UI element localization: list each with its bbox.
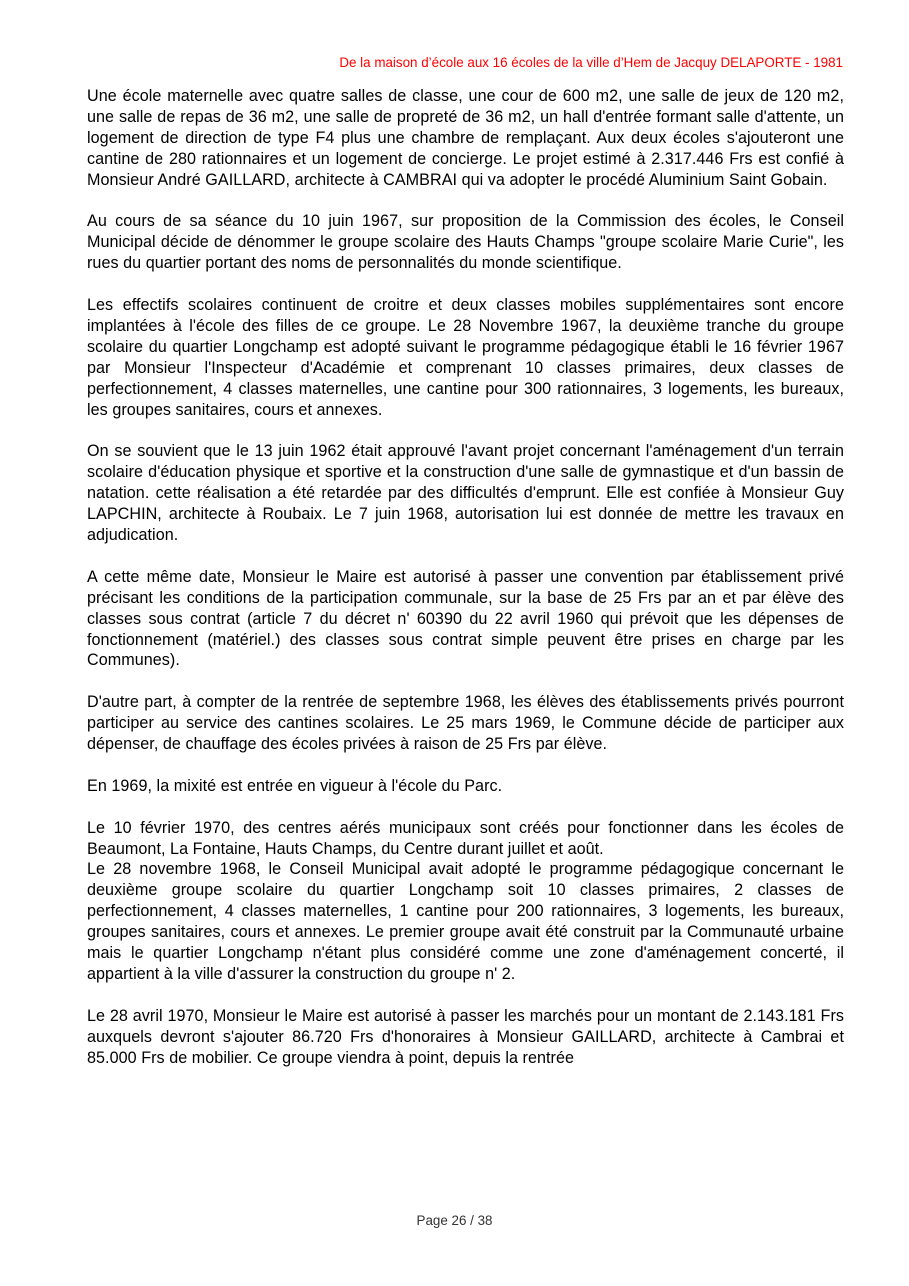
paragraph-spacer [87,755,844,776]
paragraph: D'autre part, à compter de la rentrée de septembre 1968, les élèves des établissements privés pourront participer au service des cantines scolaires. Le 25 mars 1969, le Commune décide de participer aux dépenser, de chauffage des écoles privées à raison de 25 Frs par élève. [87,693,844,754]
paragraph: Le 28 novembre 1968, le Conseil Municipal avait adopté le programme pédagogique concernant le deuxième groupe scolaire du quartier Longchamp soit 10 classes primaires, 2 classes de perfectionnement, 4 classes maternelles, 1 cantine pour 200 rationnaires, 3 logements, les bureaux, groupes sanitaires, cours et annexes. Le premier groupe avait été construit par la Communauté urbaine mais le quartier Longchamp n'étant plus considéré comme une zone d'aménagement concerté, il appartient à la ville d'assurer la construction du groupe n' 2. [87,860,844,983]
paragraph: Le 28 avril 1970, Monsieur le Maire est autorisé à passer les marchés pour un montant de 2.143.181 Frs auxquels devront s'ajouter 86.720 Frs d'honoraires à Monsieur GAILLARD, architecte à Cambrai et 85.000 Frs de mobilier. Ce groupe viendra à point, depuis la rentrée [87,1006,844,1067]
paragraph: Une école maternelle avec quatre salles de classe, une cour de 600 m2, une salle de jeux de 120 m2, une salle de repas de 36 m2, une salle de propreté de 36 m2, un hall d'entrée formant salle d'attente, un logement de direction de type F4 plus une chambre de remplaçant. Aux deux écoles s'ajouteront une cantine de 280 rationnaires et un logement de concierge. Le projet estimé à 2.317.446 Frs est confié à Monsieur André GAILLARD, architecte à CAMBRAI qui va adopter le procédé Aluminium Saint Gobain. [87,87,844,189]
document-body [87,86,844,1068]
page-number: Page 26 / 38 [416,1213,493,1228]
paragraph: Au cours de sa séance du 10 juin 1967, sur proposition de la Commission des écoles, le Conseil Municipal décide de dénommer le groupe scolaire des Hauts Champs "groupe scolaire Marie Curie", les rues du quartier portant des noms de personnalités du monde scientifique. [87,212,844,273]
running-header: De la maison d’école aux 16 écoles de la ville d’Hem de Jacquy DELAPORTE - 1981 [339,55,843,70]
paragraph-spacer [87,797,844,818]
paragraph-spacer [87,420,844,441]
paragraph: Les effectifs scolaires continuent de croitre et deux classes mobiles supplémentaires sont encore implantées à l'école des filles de ce groupe. Le 28 Novembre 1967, la deuxième tranche du groupe scolaire du quartier Longchamp est adopté suivant le programme pédagogique établi le 16 février 1967 par Monsieur l'Inspecteur d'Académie et comprenant 10 classes primaires, deux classes de perfectionnement, 4 classes maternelles, une cantine pour 300 rationnaires, 3 logements, les bureaux, les groupes sanitaires, cours et annexes. [87,296,844,419]
paragraph: On se souvient que le 13 juin 1962 était approuvé l'avant projet concernant l'aménagement d'un terrain scolaire d'éducation physique et sportive et la construction d'une salle de gymnastique et d'un bassin de natation. cette réalisation a été retardée par des difficultés d'emprunt. Elle est confiée à Monsieur Guy LAPCHIN, architecte à Roubaix. Le 7 juin 1968, autorisation lui est donnée de mettre les travaux en adjudication. [87,442,844,544]
paragraph: A cette même date, Monsieur le Maire est autorisé à passer une convention par établissement privé précisant les conditions de la participation communale, sur la base de 25 Frs par an et par élève des classes sous contrat (article 7 du décret n' 60390 du 22 avril 1960 qui prévoit que les dépenses de fonctionnement (matériel.) des classes sous contrat simple peuvent être prises en charge par les Communes). [87,567,844,670]
paragraph: Le 10 février 1970, des centres aérés municipaux sont créés pour fonctionner dans les écoles de Beaumont, La Fontaine, Hauts Champs, du Centre durant juillet et août. [87,818,844,858]
paragraph-spacer [87,546,844,567]
paragraph-spacer [87,985,844,1006]
paragraph: En 1969, la mixité est entrée en vigueur à l'école du Parc. [87,776,503,795]
paragraph-spacer [87,191,844,212]
paragraph-spacer [87,274,844,295]
paragraph-spacer [87,671,844,692]
